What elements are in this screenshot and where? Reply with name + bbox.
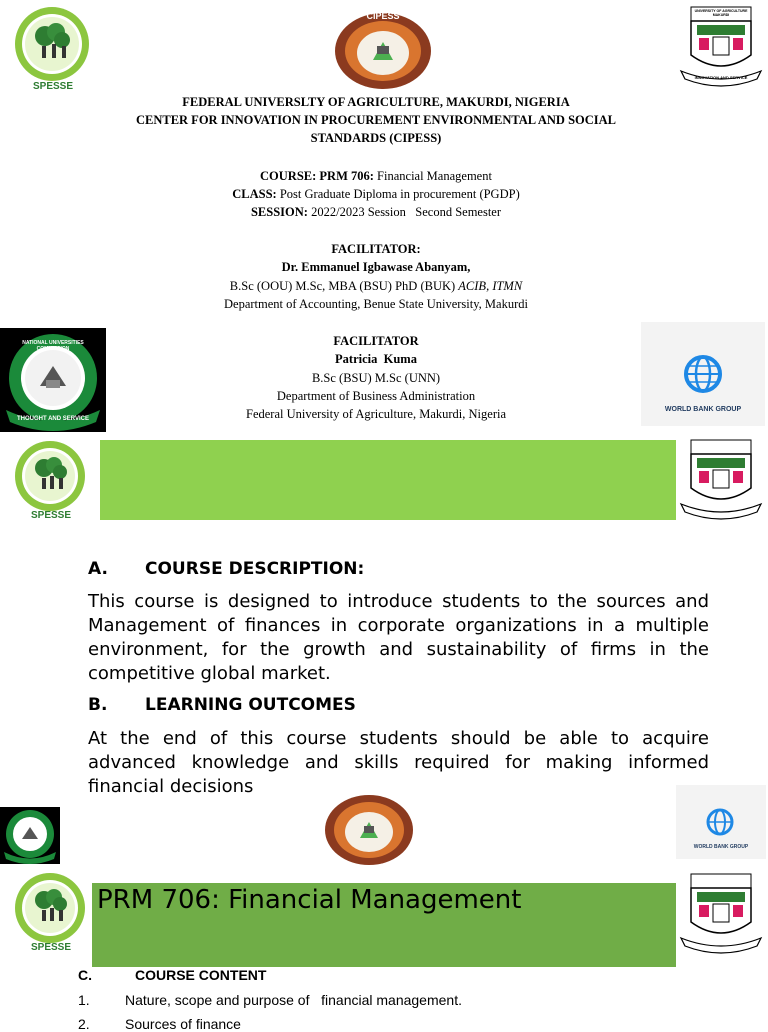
section-a-body: This course is designed to introduce students to the sources and Management of finances in corporate organizations in a multiple environment, for the growth and sustainability of firms in the competitive global market. <box>88 591 709 684</box>
uam-name-label: UNIVERSITY OF AGRICULTURE MAKURDI <box>694 9 748 17</box>
nuc-logo-2 <box>0 807 60 864</box>
course-label: COURSE: PRM 706: <box>260 169 374 183</box>
spesse-logo <box>12 6 94 94</box>
class-line <box>100 185 652 203</box>
cipess-logo <box>333 8 433 90</box>
world-bank-logo <box>641 322 765 426</box>
section-b-letter: B. <box>88 695 108 715</box>
section-b-title: LEARNING OUTCOMES <box>145 695 356 715</box>
spesse-logo-2 <box>12 440 90 524</box>
facilitator1-quals <box>100 277 652 295</box>
nuc-emblem-icon <box>0 807 60 864</box>
facilitator1-quals-italic: ACIB, ITMN <box>458 279 523 293</box>
nuc-logo <box>0 328 106 432</box>
world-bank-label: WORLD BANK GROUP <box>664 406 742 413</box>
cipess-label: CIPESS <box>366 11 400 21</box>
cipess-emblem-icon <box>323 790 415 866</box>
nuc-ring-label: NATIONAL UNIVERSITIES COMMISSION <box>22 340 84 352</box>
facilitator1-heading: FACILITATOR: <box>331 242 421 256</box>
world-bank-logo-2 <box>676 785 766 859</box>
uam-crest-logo-3 <box>677 872 765 954</box>
university-crest-icon <box>677 438 765 520</box>
spesse-label-2: SPESSE <box>30 510 72 521</box>
section-a-heading <box>88 559 365 579</box>
uam-crest-logo-2 <box>677 438 765 520</box>
class-label: CLASS: <box>232 187 277 201</box>
class-value: Post Graduate Diploma in procurement (PGDP) <box>276 187 520 201</box>
section-b-body: At the end of this course students should be able to acquire advanced knowledge and skills required for making informed financial decisions <box>88 728 709 797</box>
session-line <box>100 203 652 221</box>
section-c-letter: C. <box>78 967 92 983</box>
course-content-item-num: 1. <box>78 992 90 1008</box>
spesse-label-3: SPESSE <box>30 942 72 953</box>
banner-2-title: PRM 706: Financial Management <box>97 885 522 915</box>
session-label: SESSION: <box>250 205 308 219</box>
spesse-emblem-icon <box>12 440 90 512</box>
section-a-title: COURSE DESCRIPTION: <box>145 559 365 579</box>
course-content-item-num: 2. <box>78 1016 90 1032</box>
course-line <box>100 167 652 185</box>
spesse-emblem-icon <box>12 872 90 944</box>
facilitator1-name: Dr. Emmanuel Igbawase Abanyam, <box>281 260 471 274</box>
course-content-item-text: Sources of finance <box>125 1016 241 1032</box>
course-content-item <box>78 992 462 1008</box>
cipess-logo-2 <box>323 790 415 866</box>
spesse-label: SPESSE <box>32 81 74 92</box>
facilitator1-quals-text: B.Sc (OOU) M.Sc, MBA (BSU) PhD (BUK) <box>229 279 459 293</box>
section-b-heading <box>88 695 356 715</box>
course-value: Financial Management <box>373 169 492 183</box>
header-line-1: FEDERAL UNIVERSLTY OF AGRICULTURE, MAKURDI, NIGERIA <box>182 95 570 109</box>
green-banner-2 <box>92 883 676 967</box>
course-content-item <box>78 1016 241 1032</box>
course-content-item-text: Nature, scope and purpose of financial management. <box>125 992 462 1008</box>
facilitator2-heading: FACILITATOR <box>333 334 419 348</box>
spesse-emblem-icon <box>12 6 94 82</box>
facilitator2-inst: Federal University of Agriculture, Makurdi, Nigeria <box>246 407 506 421</box>
university-crest-icon <box>677 872 765 954</box>
green-banner-1 <box>100 440 676 520</box>
facilitator2-quals: B.Sc (BSU) M.Sc (UNN) <box>311 371 441 385</box>
facilitator2-dept: Department of Business Administration <box>276 389 476 403</box>
section-a-letter: A. <box>88 559 108 579</box>
uam-motto-label: INNOVATION AND SERVICE <box>694 75 748 80</box>
header-line-3: STANDARDS (CIPESS) <box>310 131 442 145</box>
nuc-motto-label: THOUGHT AND SERVICE <box>16 416 89 422</box>
section-c-title: COURSE CONTENT <box>135 967 267 983</box>
world-bank-label-2: WORLD BANK GROUP <box>693 844 749 850</box>
session-value: 2022/2023 Session Second Semester <box>307 205 502 219</box>
section-c-heading <box>78 967 267 983</box>
spesse-logo-3 <box>12 872 90 956</box>
header-line-2: CENTER FOR INNOVATION IN PROCUREMENT ENVIRONMENTAL AND SOCIAL <box>135 113 617 127</box>
uam-crest-logo <box>677 5 765 87</box>
facilitator1-dept: Department of Accounting, Benue State University, Makurdi <box>224 297 528 311</box>
facilitator2-name: Patricia Kuma <box>335 352 417 366</box>
